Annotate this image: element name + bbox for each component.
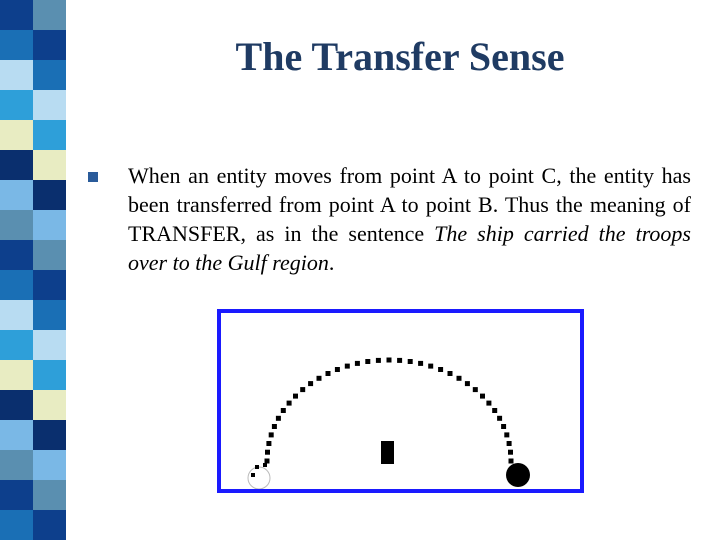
trajectory-dot [509,459,514,464]
stripe-block [0,300,33,330]
stripe-row [0,480,66,510]
stripe-block [0,390,33,420]
end-point-ball [506,463,530,487]
trajectory-dot [438,367,443,372]
stripe-block [33,240,66,270]
trajectory-dot [497,416,502,421]
stripe-block [0,270,33,300]
trajectory-dot [428,364,433,369]
bullet-square-icon [88,172,98,182]
stripe-block [0,450,33,480]
stripe-block [0,30,33,60]
stripe-block [33,330,66,360]
start-point-outline [248,467,270,489]
stripe-block [0,480,33,510]
stripe-block [33,300,66,330]
trajectory-dot [266,441,271,446]
stripe-block [0,90,33,120]
stripe-block [0,150,33,180]
trajectory-dot [269,432,274,437]
stripe-row [0,150,66,180]
trajectory-dot [492,408,497,413]
trajectory-dot [308,381,313,386]
stripe-block [33,480,66,510]
stripe-block [0,0,33,30]
stripe-block [33,390,66,420]
trajectory-dot [365,359,370,364]
trajectory-dot [507,441,512,446]
stripe-block [0,180,33,210]
trajectory-dot [276,416,281,421]
trajectory-dot [272,424,277,429]
stripe-row [0,90,66,120]
trajectory-dot [326,371,331,376]
stripe-block [33,0,66,30]
stripe-block [0,240,33,270]
trajectory-dot [255,465,259,469]
stripe-row [0,510,66,540]
trajectory-dot [508,450,513,455]
stripe-block [33,360,66,390]
trajectory-dot [317,376,322,381]
stripe-block [0,420,33,450]
stripe-block [0,120,33,150]
stripe-block [33,450,66,480]
trajectory-dot [457,376,462,381]
stripe-block [33,180,66,210]
stripe-row [0,390,66,420]
trajectory-dot [251,473,255,477]
stripe-block [0,360,33,390]
trajectory-dot [418,361,423,366]
transfer-figure-drawing [221,313,580,489]
trajectory-dot [335,367,340,372]
stripe-block [0,60,33,90]
bullet-text-example: The ship carried the troops over to the Gulf region [128,221,691,275]
stripe-block [33,150,66,180]
bullet-text-end: . [328,250,335,275]
stripe-row [0,420,66,450]
trajectory-dot [355,361,360,366]
trajectory-dot [345,364,350,369]
stripe-block [33,30,66,60]
trajectory-dot [281,408,286,413]
trajectory-dot [263,463,267,467]
stripe-row [0,360,66,390]
trajectory-dot [376,358,381,363]
bullet-text-lead: When an entity moves from point A to point C, the entity has been transferred from point A to point B. Thus the meaning of TRANSFER, as in the sentence [128,163,691,246]
stripe-block [33,60,66,90]
bullet-text [128,161,691,277]
trajectory-dot [480,394,485,399]
trajectory-dot [265,450,270,455]
stripe-row [0,300,66,330]
trajectory-dot [265,459,270,464]
stripe-row [0,30,66,60]
stripe-row [0,330,66,360]
stripe-row [0,450,66,480]
trajectory-dot [408,359,413,364]
transfer-figure [217,309,584,493]
stripe-row [0,240,66,270]
stripe-row [0,120,66,150]
trajectory-dot [387,358,392,363]
trajectory-dot [397,358,402,363]
stripe-row [0,60,66,90]
trajectory-dot [287,401,292,406]
trajectory-dot [300,387,305,392]
trajectory-dot [486,401,491,406]
stripe-row [0,210,66,240]
trajectory-dot [465,381,470,386]
stripe-row [0,180,66,210]
stripe-block [33,510,66,540]
stripe-block [33,420,66,450]
trajectory-dot [473,387,478,392]
stripe-row [0,270,66,300]
trajectory-dot [448,371,453,376]
trajectory-dot [293,394,298,399]
stripe-block [0,210,33,240]
stripe-block [0,510,33,540]
trajectory-dot [501,424,506,429]
stripe-row [0,0,66,30]
trajectory-dot [504,432,509,437]
slide-title: The Transfer Sense [235,34,565,79]
middle-marker [381,441,394,464]
decorative-stripe-bar [0,0,66,540]
stripe-block [0,330,33,360]
stripe-block [33,120,66,150]
stripe-block [33,90,66,120]
stripe-block [33,270,66,300]
stripe-block [33,210,66,240]
